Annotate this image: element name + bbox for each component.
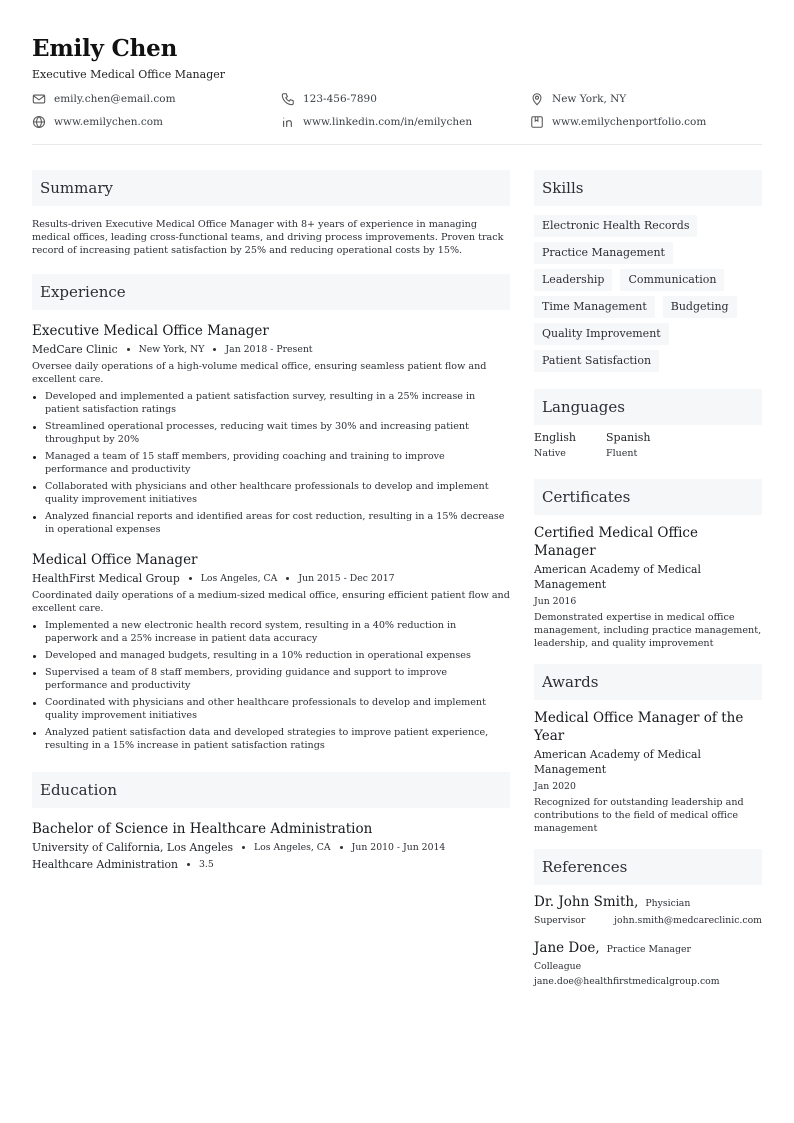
job-meta (32, 572, 510, 585)
reference-position: Physician (645, 898, 691, 909)
separator-dot (213, 348, 216, 351)
job-bullet: Implemented a new electronic health record system, resulting in a 40% reduction in paperwork and a 25% increase in patient data accuracy (32, 619, 510, 645)
section-heading-certificates: Certificates (534, 479, 762, 515)
reference-relation: Colleague (534, 961, 582, 972)
job-bullet: Analyzed patient satisfaction data and developed strategies to improve patient experience, resulting in a 15% increase in patient satisfaction ratings (32, 726, 510, 752)
reference-relation: Supervisor (534, 915, 586, 926)
content-columns (32, 170, 762, 987)
job-bullet: Analyzed financial reports and identified areas for cost reduction, resulting in a 15% decrease in operational expenses (32, 510, 510, 536)
skill-tag: Electronic Health Records (534, 215, 697, 237)
separator-dot (189, 577, 192, 580)
references-section (534, 849, 762, 987)
job-description: Oversee daily operations of a high-volume medical office, ensuring seamless patient flow and excellent care. (32, 361, 487, 385)
globe-icon (32, 115, 46, 129)
section-heading-skills: Skills (534, 170, 762, 206)
award-description: Recognized for outstanding leadership and contributions to the field of medical office management (534, 797, 744, 834)
company-name: MedCare Clinic (32, 343, 118, 356)
language-item (534, 430, 606, 459)
certificate-issuer: American Academy of Medical Management (534, 563, 701, 591)
experience-section (32, 274, 510, 752)
contact-email[interactable] (32, 90, 281, 107)
resume-header (32, 34, 762, 145)
candidate-name: Emily Chen (32, 35, 178, 62)
certificate-title: Certified Medical Office Manager (534, 525, 698, 559)
separator-dot (286, 577, 289, 580)
contact-portfolio[interactable] (530, 113, 762, 130)
job-location: New York, NY (138, 344, 205, 355)
job-bullet: Streamlined operational processes, reducing wait times by 30% and increasing patient throughput by 20% (32, 420, 510, 446)
job-bullet: Developed and managed budgets, resulting in a 10% reduction in operational expenses (32, 649, 510, 662)
education-section (32, 772, 510, 871)
portfolio-text: www.emilychenportfolio.com (552, 115, 707, 128)
job-bullet: Collaborated with physicians and other healthcare professionals to develop and implement quality improvement initiatives (32, 480, 510, 506)
award-issuer: American Academy of Medical Management (534, 748, 701, 776)
experience-item (32, 551, 510, 752)
job-title: Executive Medical Office Manager (32, 323, 269, 339)
job-title: Medical Office Manager (32, 552, 198, 568)
job-dates: Jun 2015 - Dec 2017 (298, 573, 395, 584)
school-name: University of California, Los Angeles (32, 841, 233, 854)
awards-section (534, 664, 762, 835)
skill-tag: Time Management (534, 296, 655, 318)
certificate-date: Jun 2016 (534, 596, 577, 607)
languages-section (534, 389, 762, 459)
linkedin-text: www.linkedin.com/in/emilychen (303, 115, 473, 128)
left-column (32, 170, 510, 987)
contact-grid (32, 90, 762, 130)
website-text: www.emilychen.com (54, 115, 163, 128)
job-bullet: Managed a team of 15 staff members, providing coaching and training to improve performance and productivity (32, 450, 510, 476)
skill-tag: Leadership (534, 269, 612, 291)
contact-linkedin[interactable] (281, 113, 530, 130)
reference-name-row (534, 940, 762, 956)
reference-detail-row (534, 915, 762, 926)
skills-list (534, 215, 762, 377)
experience-item (32, 322, 510, 536)
summary-text: Results-driven Executive Medical Office Manager with 8+ years of experience in managing medical offices, leading cross-functional teams, and driving process improvements. Proven track record of increasing patient satisfaction by 25% and reducing operational costs by 15%. (32, 219, 504, 256)
header-divider (32, 144, 762, 145)
section-heading-awards: Awards (534, 664, 762, 700)
reference-item (534, 894, 762, 926)
education-dates: Jun 2010 - Jun 2014 (351, 842, 446, 853)
summary-section (32, 170, 510, 257)
job-bullets (32, 390, 510, 536)
job-bullet: Developed and implemented a patient satisfaction survey, resulting in a 25% increase in patient satisfaction ratings (32, 390, 510, 416)
section-heading-education: Education (32, 772, 510, 808)
company-name: HealthFirst Medical Group (32, 572, 180, 585)
reference-name: Dr. John Smith, (534, 894, 639, 910)
skill-tag: Communication (620, 269, 724, 291)
reference-item (534, 940, 762, 987)
separator-dot (127, 348, 130, 351)
language-level: Native (534, 448, 566, 459)
contact-location (530, 90, 762, 107)
school-location: Los Angeles, CA (254, 842, 331, 853)
section-heading-references: References (534, 849, 762, 885)
email-text: emily.chen@email.com (54, 92, 176, 105)
field-of-study: Healthcare Administration (32, 858, 178, 871)
reference-email[interactable]: john.smith@medcareclinic.com (614, 915, 762, 926)
portfolio-icon (530, 115, 544, 129)
phone-icon (281, 92, 295, 106)
skill-tag: Quality Improvement (534, 323, 669, 345)
education-field-meta (32, 858, 510, 871)
language-item (606, 430, 678, 459)
job-dates: Jan 2018 - Present (225, 344, 313, 355)
section-heading-languages: Languages (534, 389, 762, 425)
education-meta (32, 841, 510, 854)
skill-tag: Patient Satisfaction (534, 350, 659, 372)
languages-list (534, 430, 762, 459)
language-name: English (534, 431, 576, 444)
section-heading-summary: Summary (32, 170, 510, 206)
skills-section (534, 170, 762, 377)
separator-dot (187, 863, 190, 866)
contact-website[interactable] (32, 113, 281, 130)
location-pin-icon (530, 92, 544, 106)
job-bullet: Coordinated with physicians and other healthcare professionals to develop and implement quality improvement initiatives (32, 696, 510, 722)
reference-name: Jane Doe, (534, 940, 600, 956)
section-heading-experience: Experience (32, 274, 510, 310)
mail-icon (32, 92, 46, 106)
language-name: Spanish (606, 431, 651, 444)
reference-email[interactable]: jane.doe@healthfirstmedicalgroup.com (534, 976, 720, 987)
job-location: Los Angeles, CA (200, 573, 278, 584)
location-text: New York, NY (552, 92, 627, 105)
award-title: Medical Office Manager of the Year (534, 710, 744, 744)
language-level: Fluent (606, 448, 638, 459)
award-date: Jan 2020 (534, 781, 576, 792)
linkedin-icon (281, 115, 295, 129)
degree-title: Bachelor of Science in Healthcare Administration (32, 821, 373, 837)
certificates-section (534, 479, 762, 650)
phone-text: 123-456-7890 (303, 92, 377, 105)
certificate-description: Demonstrated expertise in medical office management, including practice management, leadership, and quality improvement (534, 612, 762, 649)
job-bullets (32, 619, 510, 752)
skill-tag: Budgeting (663, 296, 737, 318)
reference-name-row (534, 894, 762, 910)
gpa-value: 3.5 (199, 859, 214, 870)
candidate-title: Executive Medical Office Manager (32, 68, 226, 81)
right-column (534, 170, 762, 987)
contact-phone[interactable] (281, 90, 530, 107)
job-description: Coordinated daily operations of a medium-sized medical office, ensuring efficient patient flow and excellent care. (32, 590, 510, 614)
separator-dot (340, 846, 343, 849)
job-bullet: Supervised a team of 8 staff members, providing guidance and support to improve performance and productivity (32, 666, 510, 692)
job-meta (32, 343, 510, 356)
reference-position: Practice Manager (606, 944, 691, 955)
skill-tag: Practice Management (534, 242, 673, 264)
separator-dot (242, 846, 245, 849)
